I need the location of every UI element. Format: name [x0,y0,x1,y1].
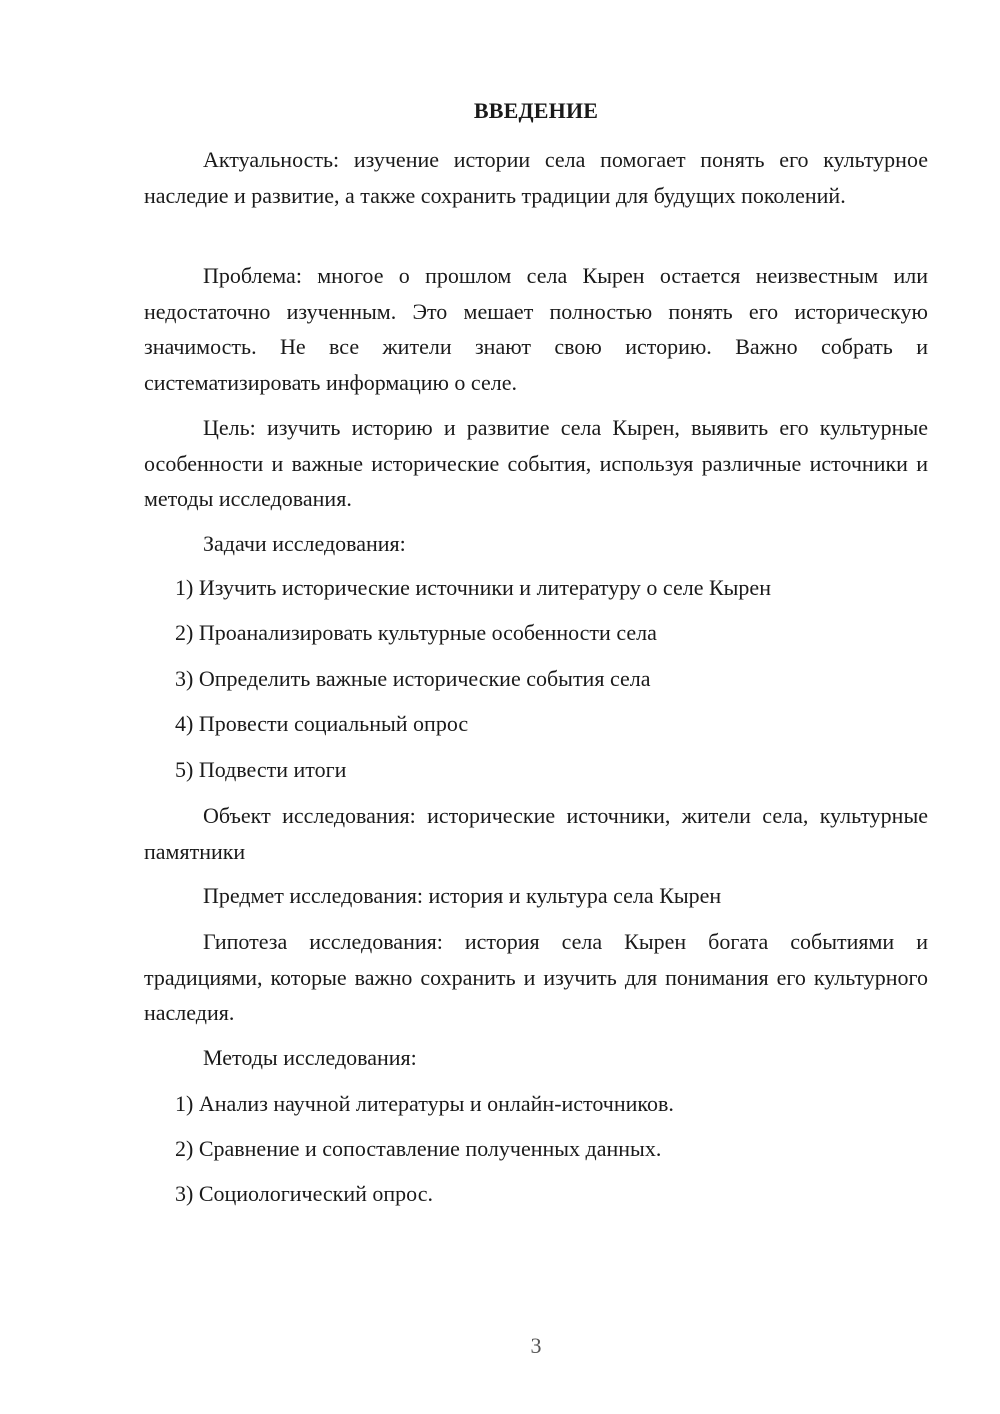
task-item: 1) Изучить исторические источники и литературу о селе Кырен [175,575,771,600]
section-title: ВВЕДЕНИЕ [473,98,599,123]
tasks-heading: Задачи исследования: [203,531,406,556]
paragraph-object: Объект исследования: исторические источники, жители села, культурные памятники [144,803,928,864]
page-number: 3 [530,1333,542,1358]
methods-heading: Методы исследования: [203,1045,417,1070]
paragraph-relevance: Актуальность: изучение истории села помогает понять его культурное наследие и развитие, а также сохранить традиции для будущих поколений. [144,147,928,208]
method-item: 3) Социологический опрос. [175,1181,433,1206]
method-item: 2) Сравнение и сопоставление полученных данных. [175,1136,662,1161]
task-item: 3) Определить важные исторические события села [175,666,651,691]
paragraph-hypothesis: Гипотеза исследования: история села Кырен богата событиями и традициями, которые важно сохранить и изучить для понимания его культурного наследия. [144,929,928,1025]
method-item: 1) Анализ научной литературы и онлайн-источников. [175,1091,674,1116]
task-item: 2) Проанализировать культурные особенности села [175,620,657,645]
paragraph-subject: Предмет исследования: история и культура села Кырен [203,883,722,908]
task-item: 5) Подвести итоги [175,757,347,782]
paragraph-goal: Цель: изучить историю и развитие села Кырен, выявить его культурные особенности и важные исторические события, используя различные источники и методы исследования. [144,415,928,511]
paragraph-problem: Проблема: многое о прошлом села Кырен остается неизвестным или недостаточно изученным. Это мешает полностью понять его историческую значимость. Не все жители знают свою историю. Важно собрать и систематизировать информацию о селе. [144,263,928,395]
task-item: 4) Провести социальный опрос [175,711,469,736]
